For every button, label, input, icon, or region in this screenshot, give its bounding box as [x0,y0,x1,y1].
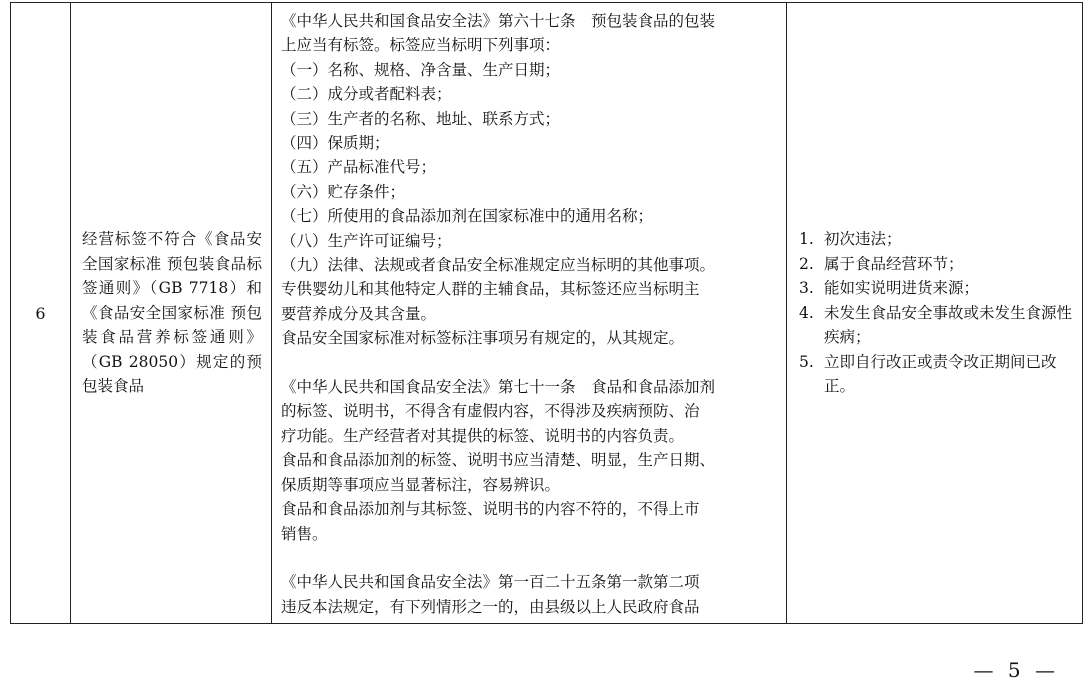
legal-basis-text [272,3,786,619]
row-number: 6 [35,303,46,323]
legal-basis-line: （八）生产许可证编号； [281,231,452,250]
list-item [799,301,1072,350]
legal-basis-line: 《中华人民共和国食品安全法》第六十七条 预包装食品的包装 [281,12,716,30]
legal-basis-line: （四）保质期； [281,134,390,153]
table-row [11,3,1083,624]
list-item [799,227,1072,252]
legal-basis-line: 专供婴幼儿和其他特定人群的主辅食品，其标签还应当标明主 [281,280,700,299]
legal-basis-line: （五）产品标准代号； [281,158,437,177]
conditions-list [787,227,1082,399]
legal-basis-line: 销售。 [281,524,328,543]
condition-text: 能如实说明进货来源； [824,279,980,298]
legal-basis-line: （三）生产者的名称、地址、联系方式； [281,109,561,128]
violation-text: 经营标签不符合《食品安全国家标准 预包装食品标签通则》（GB 7718）和《食品安全国家标准 预包装食品营养标签通则》（GB 28050）规定的预包装食品 [82,230,262,396]
row-number-cell [11,3,71,624]
legal-basis-line: 保质期等事项应当显著标注，容易辨识。 [281,475,561,494]
legal-basis-cell [272,3,787,624]
legal-basis-line: 食品和食品添加剂与其标签、说明书的内容不符的，不得上市 [281,500,700,519]
list-item [799,350,1072,399]
legal-basis-line: 违反本法规定，有下列情形之一的，由县级以上人民政府食品 [281,597,700,616]
list-item [799,252,1072,277]
legal-basis-line: （九）法律、法规或者食品安全标准规定应当标明的其他事项。 [281,256,716,275]
legal-basis-line: 上应当有标签。标签应当标明下列事项： [281,36,561,55]
page-number: — 5 — [973,658,1059,682]
legal-basis-line: （七）所使用的食品添加剂在国家标准中的通用名称； [281,207,654,226]
condition-number: 4. [799,303,814,322]
regulation-table [10,2,1083,624]
legal-basis-line [281,351,780,375]
condition-text: 未发生食品安全事故或未发生食源性疾病； [824,303,1073,347]
legal-basis-line: 《中华人民共和国食品安全法》第一百二十五条第一款第二项 [281,573,700,592]
condition-text: 初次违法； [824,230,902,249]
legal-basis-line: （一）名称、规格、净含量、生产日期； [281,60,561,79]
condition-text: 属于食品经营环节； [824,254,964,273]
legal-basis-line: 食品安全国家标准对标签标注事项另有规定的，从其规定。 [281,329,685,348]
legal-basis-line: 《中华人民共和国食品安全法》第七十一条 食品和食品添加剂 [281,378,716,397]
condition-number: 5. [799,352,814,371]
legal-basis-line: 疗功能。生产经营者对其提供的标签、说明书的内容负责。 [281,426,685,445]
legal-basis-line: （二）成分或者配料表； [281,85,452,104]
list-item [799,276,1072,301]
condition-number: 2. [799,254,814,273]
violation-cell [71,3,272,624]
legal-basis-line: 要营养成分及其含量。 [281,304,437,323]
legal-basis-line: 食品和食品添加剂的标签、说明书应当清楚、明显，生产日期、 [281,451,716,470]
condition-text: 立即自行改正或责令改正期间已改正。 [824,352,1057,396]
condition-number: 1. [799,230,814,249]
legal-basis-line: （六）贮存条件； [281,182,406,201]
legal-basis-line: 的标签、说明书，不得含有虚假内容，不得涉及疾病预防、治 [281,402,700,421]
legal-basis-line [281,546,780,570]
condition-number: 3. [799,279,814,298]
conditions-cell [787,3,1083,624]
